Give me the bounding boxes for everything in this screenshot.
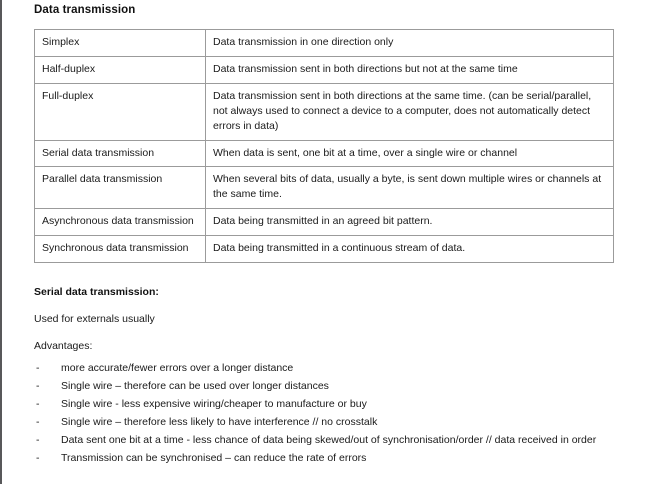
list-item-text: Single wire – therefore less likely to have interference // no crosstalk	[61, 415, 378, 428]
table-cell-description: When several bits of data, usually a byte, is sent down multiple wires or channels at the same time.	[206, 167, 614, 209]
list-item	[34, 433, 634, 451]
document-content	[34, 0, 634, 469]
table-cell-term: Parallel data transmission	[35, 167, 206, 209]
bullet-dash-icon: -	[36, 380, 40, 393]
table-cell-description: Data transmission sent in both directions but not at the same time	[206, 56, 614, 83]
table-cell-term: Synchronous data transmission	[35, 236, 206, 263]
table-cell-description: Data transmission sent in both directions at the same time. (can be serial/parallel, not always used to connect a device to a computer, does not automatically detect errors in data)	[206, 83, 614, 140]
table-cell-description: When data is sent, one bit at a time, over a single wire or channel	[206, 140, 614, 167]
table-row	[35, 140, 614, 167]
bullet-dash-icon: -	[36, 415, 40, 428]
table-cell-term: Asynchronous data transmission	[35, 209, 206, 236]
list-item-text: Data sent one bit at a time - less chance of data being skewed/out of synchronisation/order // data received in order	[61, 433, 597, 446]
list-item-text: Transmission can be synchronised – can reduce the rate of errors	[61, 451, 367, 464]
table-cell-description: Data being transmitted in a continuous stream of data.	[206, 236, 614, 263]
list-item	[34, 397, 634, 415]
table-row	[35, 56, 614, 83]
table-row	[35, 30, 614, 57]
list-item-text: more accurate/fewer errors over a longer distance	[61, 362, 294, 375]
list-item-text: Single wire - less expensive wiring/cheaper to manufacture or buy	[61, 397, 367, 410]
table-body	[35, 30, 614, 263]
bullet-dash-icon: -	[36, 451, 40, 464]
list-item	[34, 361, 634, 379]
list-item-text: Single wire – therefore can be used over longer distances	[61, 380, 329, 393]
serial-section-title: Serial data transmission:	[34, 286, 159, 299]
table-cell-term: Full-duplex	[35, 83, 206, 140]
data-transmission-table	[34, 29, 614, 263]
list-item	[34, 451, 634, 469]
serial-usage-note: Used for externals usually	[34, 313, 155, 326]
table-row	[35, 167, 614, 209]
bullet-dash-icon: -	[36, 362, 40, 375]
table-cell-term: Simplex	[35, 30, 206, 57]
table-cell-description: Data being transmitted in an agreed bit pattern.	[206, 209, 614, 236]
advantages-label: Advantages:	[34, 340, 93, 353]
page-title: Data transmission	[34, 4, 136, 16]
table-row	[35, 83, 614, 140]
table-row	[35, 236, 614, 263]
bullet-dash-icon: -	[36, 397, 40, 410]
list-item	[34, 415, 634, 433]
table-cell-term: Serial data transmission	[35, 140, 206, 167]
table-cell-description: Data transmission in one direction only	[206, 30, 614, 57]
table-row	[35, 209, 614, 236]
table-cell-term: Half-duplex	[35, 56, 206, 83]
advantages-list	[34, 352, 634, 469]
bullet-dash-icon: -	[36, 433, 40, 446]
list-item	[34, 379, 634, 397]
